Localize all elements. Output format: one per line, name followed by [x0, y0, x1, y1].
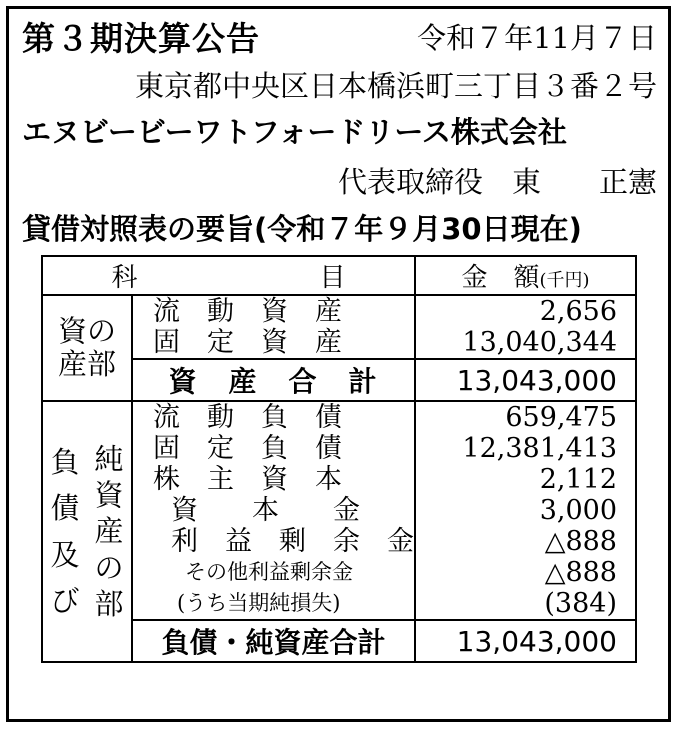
company-address: 東京都中央区日本橋浜町三丁目３番２号: [134, 69, 657, 103]
assets-total-row: [42, 359, 636, 401]
assets-total-value: 13,043,000: [415, 359, 636, 401]
liabilities-item-labels: [132, 401, 415, 620]
assets-item-labels: [132, 295, 415, 359]
liabilities-total-row: [42, 620, 636, 662]
liabilities-group-label: 負 債 及 び: [42, 401, 87, 662]
liabilities-items-row: [42, 401, 636, 620]
list-item: (うち当期純損失): [177, 591, 341, 615]
list-item: 固 定 負 債: [153, 433, 342, 464]
list-item-value: 2,112: [539, 464, 617, 495]
amount-header: [415, 256, 636, 295]
amount-header-label: 金 額: [461, 263, 540, 293]
balance-sheet-table: [41, 255, 637, 663]
liabilities-item-values: [415, 401, 636, 620]
list-item: 流 動 負 債: [153, 402, 342, 433]
liabilities-total-label: 負債・純資産合計: [132, 620, 415, 662]
unit-label: (千円): [539, 270, 590, 291]
company-name: エヌビービーワトフォードリース株式会社: [22, 115, 567, 149]
list-item: 固 定 資 産: [153, 327, 342, 358]
assets-group-label: 資の 産部: [42, 295, 132, 401]
list-item-value: 659,475: [505, 402, 617, 433]
notice-date: 令和７年11月７日: [417, 21, 657, 55]
assets-items-row: [42, 295, 636, 359]
list-item: 利 益 剰 余 金: [171, 526, 414, 557]
notice-title: 第３期決算公告: [22, 19, 260, 58]
list-item: 資 本 金: [171, 495, 360, 526]
assets-total-label: 資 産 合 計: [132, 359, 415, 401]
list-item: 株 主 資 本: [153, 464, 342, 495]
list-item: 流 動 資 産: [153, 296, 342, 327]
list-item-value: △888: [544, 526, 617, 557]
list-item-value: 2,656: [539, 296, 617, 327]
subject-header: 科 目: [42, 256, 415, 295]
list-item-value: 13,040,344: [462, 327, 617, 358]
net-assets-group-label: 純 資 産 の 部: [87, 401, 132, 662]
assets-item-values: [415, 295, 636, 359]
liabilities-total-value: 13,043,000: [415, 620, 636, 662]
list-item-value: 12,381,413: [462, 433, 617, 464]
balance-sheet-title: 貸借対照表の要旨(令和７年９月30日現在): [22, 212, 582, 246]
representative: 代表取締役 東 正憲: [337, 165, 657, 199]
list-item-value: 3,000: [539, 495, 617, 526]
list-item: その他利益剰余金: [185, 560, 353, 584]
table-header-row: [42, 256, 636, 295]
list-item-value: △888: [544, 557, 617, 588]
list-item-value: (384): [544, 588, 617, 619]
